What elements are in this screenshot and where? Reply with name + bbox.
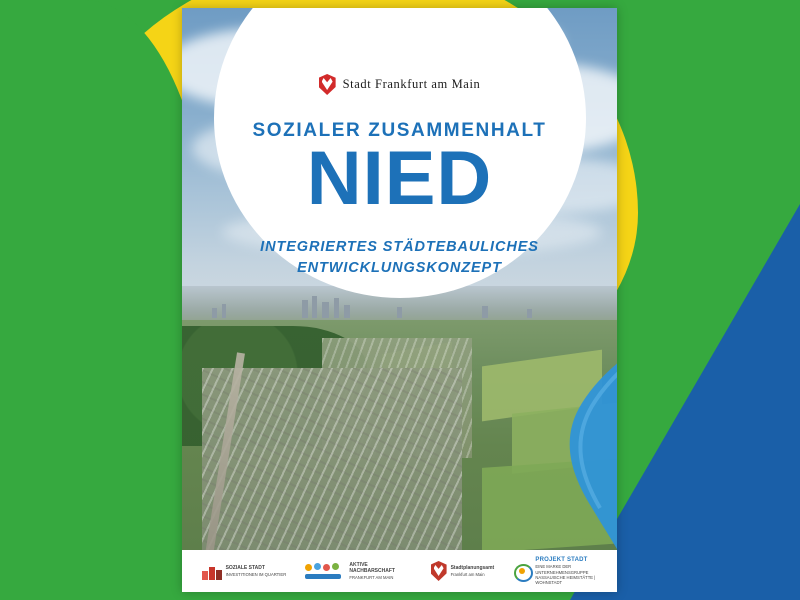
cover-footer-logos: [182, 550, 617, 592]
document-cover-page[interactable]: [182, 8, 617, 592]
logo-stadtplanungsamt: [431, 561, 495, 581]
cover-subtitle-line-2: ENTWICKLUNGSKONZEPT: [297, 260, 502, 277]
crest-block: [182, 74, 617, 100]
circle-city-icon: [513, 562, 531, 580]
three-houses-icon: [202, 563, 222, 580]
river-main: [432, 308, 617, 550]
logo-soziale-stadt-title: SOZIALE STADT: [225, 565, 265, 572]
logo-soziale-stadt: [202, 563, 287, 580]
logo-stadtplanungsamt-subtitle: Frankfurt am Main: [450, 571, 485, 577]
cover-kicker: SOZIALER ZUSAMMENHALT: [252, 120, 547, 141]
cover-subtitle-line-1: INTEGRIERTES STÄDTEBAULICHES: [260, 239, 539, 255]
logo-aktive-nachbarschaft: [305, 562, 411, 580]
logo-stadtplanungsamt-title: Stadtplanungsamt: [450, 565, 495, 572]
logo-projekt-stadt: [513, 557, 597, 586]
logo-projekt-stadt-subtitle: EINE MARKE DER UNTERNEHMENSGRUPPE NASSAUISCHE HEIMSTÄTTE | WOHNSTADT: [535, 564, 596, 585]
logo-aktive-nachbarschaft-title: AKTIVE NACHBARSCHAFT: [349, 562, 395, 575]
background-green-bottom-left: [0, 360, 150, 600]
logo-aktive-nachbarschaft-subtitle: FRANKFURT AM MAIN: [349, 574, 394, 580]
crest-caption: Stadt Frankfurt am Main: [342, 77, 481, 91]
urban-area-nied: [202, 368, 462, 550]
four-people-icon: [305, 563, 345, 579]
frankfurt-eagle-crest-icon: [319, 74, 336, 95]
logo-soziale-stadt-subtitle: INVESTITIONEN IM QUARTIER: [225, 571, 287, 577]
frankfurt-eagle-crest-icon: [431, 561, 447, 581]
logo-projekt-stadt-title: PROJEKT STADT: [535, 556, 588, 563]
cover-photograph: [182, 8, 617, 550]
cover-title: NIED: [306, 136, 493, 221]
cover-subtitle: [182, 237, 617, 279]
